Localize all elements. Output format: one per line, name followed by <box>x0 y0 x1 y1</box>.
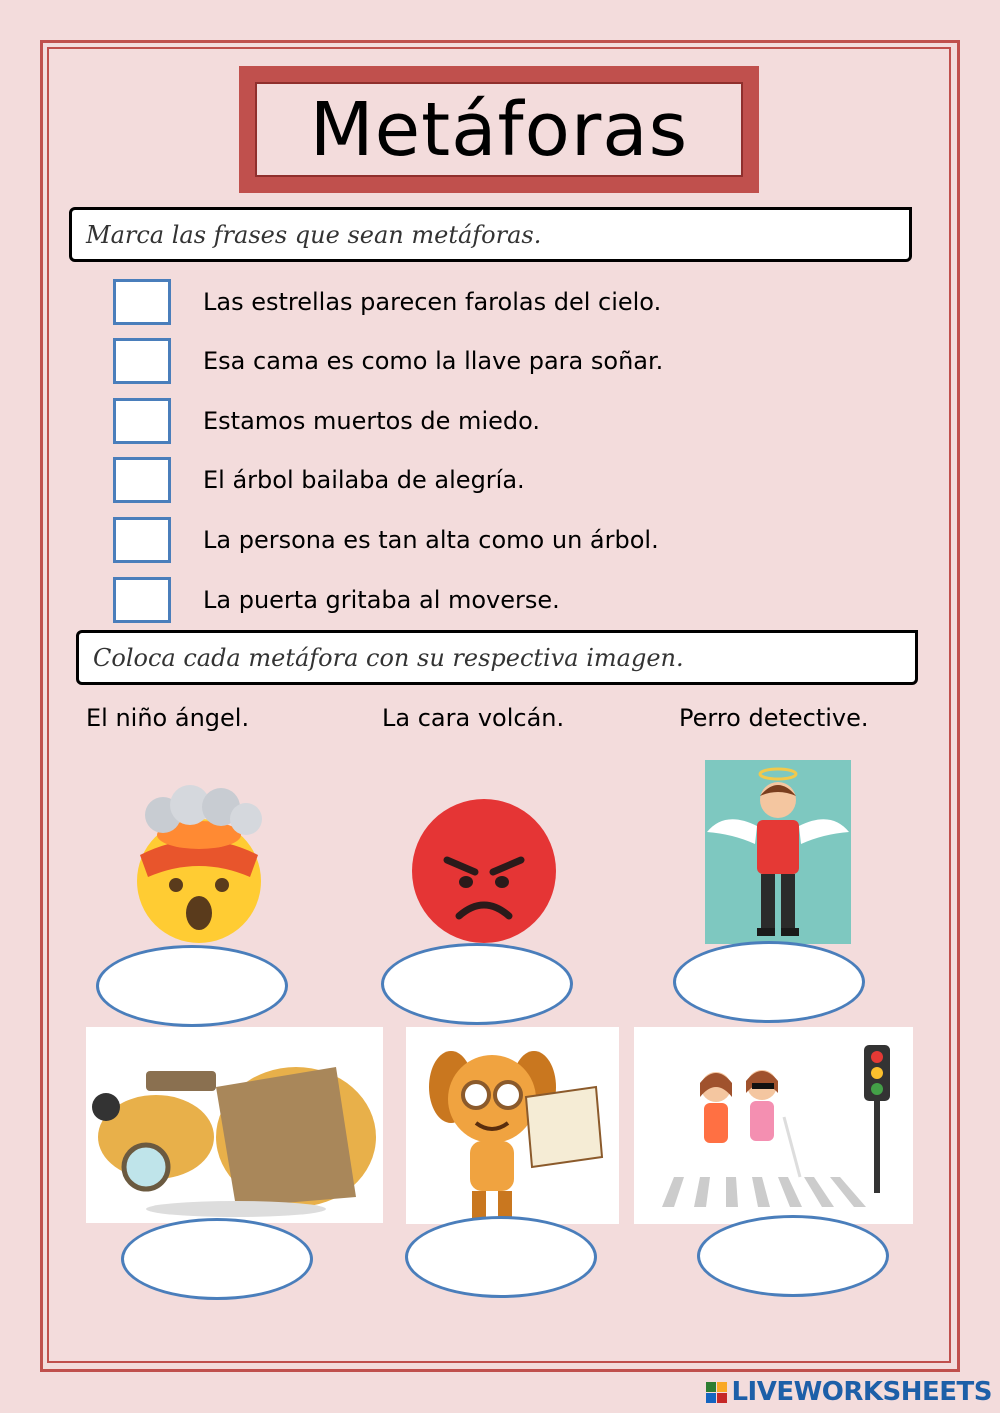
glasses-lens-right <box>495 1082 521 1108</box>
angel-boy-image <box>705 760 851 944</box>
glasses-lens-left <box>463 1082 489 1108</box>
detective-dog-image <box>86 1027 383 1223</box>
sentence-checkbox-1[interactable] <box>113 279 171 325</box>
boy-leg-left <box>761 874 775 930</box>
traffic-light-pole <box>874 1097 880 1193</box>
brand-icon <box>706 1382 727 1403</box>
emoji-mouth <box>186 896 212 930</box>
answer-field-3[interactable] <box>673 941 865 1023</box>
sentence-checkbox-4[interactable] <box>113 457 171 503</box>
sentence-text-2: Esa cama es como la llave para soñar. <box>203 347 664 375</box>
instruction-box-1 <box>69 207 912 262</box>
page-title: Metáforas <box>309 86 689 173</box>
sentence-text-3: Estamos muertos de miedo. <box>203 407 540 435</box>
brand-name: LIVEWORKSHEETS <box>731 1377 992 1407</box>
trench-coat <box>216 1067 356 1207</box>
dog-torso <box>470 1141 514 1191</box>
answer-field-5[interactable] <box>405 1216 597 1298</box>
magnifying-glass <box>124 1145 168 1189</box>
answer-field-4[interactable] <box>121 1218 313 1300</box>
title-panel <box>255 82 743 177</box>
instruction-text-2: Coloca cada metáfora con su respectiva imagen. <box>93 643 684 672</box>
sentence-row-2 <box>113 336 663 386</box>
girl-dress-left <box>704 1103 728 1143</box>
angry-face-image <box>411 798 557 944</box>
dog-glasses-image <box>406 1027 619 1224</box>
exploding-head-image <box>118 785 280 945</box>
dog-leg-right <box>498 1191 512 1219</box>
sentence-row-1 <box>113 277 661 327</box>
angry-eye-left <box>459 876 473 888</box>
sentence-row-4 <box>113 455 525 505</box>
smoke-cloud-4 <box>230 803 262 835</box>
angry-face <box>412 799 556 943</box>
emoji-eye-right <box>215 878 229 892</box>
brand-logo <box>706 1377 992 1407</box>
sentence-row-6 <box>113 575 560 625</box>
sentence-checkbox-5[interactable] <box>113 517 171 563</box>
boy-shoe-right <box>781 928 799 936</box>
girl-dress-right <box>750 1101 774 1141</box>
boy-leg-right <box>781 874 795 930</box>
open-book <box>526 1087 602 1167</box>
metaphor-label-1: El niño ángel. <box>86 704 250 732</box>
sentence-checkbox-3[interactable] <box>113 398 171 444</box>
emoji-eye-left <box>169 878 183 892</box>
light-yellow <box>871 1067 883 1079</box>
instruction-text-1: Marca las frases que sean metáforas. <box>86 220 542 249</box>
answer-field-1[interactable] <box>96 945 288 1027</box>
sentence-checkbox-6[interactable] <box>113 577 171 623</box>
light-green <box>871 1083 883 1095</box>
light-red <box>871 1051 883 1063</box>
sentence-checkbox-2[interactable] <box>113 338 171 384</box>
instruction-box-2 <box>76 630 918 685</box>
metaphor-label-3: Perro detective. <box>679 704 869 732</box>
ground-shadow <box>146 1201 326 1217</box>
sentence-text-4: El árbol bailaba de alegría. <box>203 466 525 494</box>
crossing-street-image <box>634 1027 913 1224</box>
boy-shirt <box>757 820 799 874</box>
sentence-row-5 <box>113 515 659 565</box>
sentence-text-6: La puerta gritaba al moverse. <box>203 586 560 614</box>
boy-shoe-left <box>757 928 775 936</box>
metaphor-label-2: La cara volcán. <box>382 704 565 732</box>
angry-eye-right <box>495 876 509 888</box>
sunglasses <box>752 1083 774 1089</box>
detective-hat <box>146 1071 216 1091</box>
dog-nose <box>92 1093 120 1121</box>
answer-field-6[interactable] <box>697 1215 889 1297</box>
dog-leg-left <box>472 1191 486 1219</box>
title-banner <box>239 66 759 193</box>
sentence-text-1: Las estrellas parecen farolas del cielo. <box>203 288 662 316</box>
sentence-text-5: La persona es tan alta como un árbol. <box>203 526 659 554</box>
sentence-row-3 <box>113 396 540 446</box>
answer-field-2[interactable] <box>381 943 573 1025</box>
